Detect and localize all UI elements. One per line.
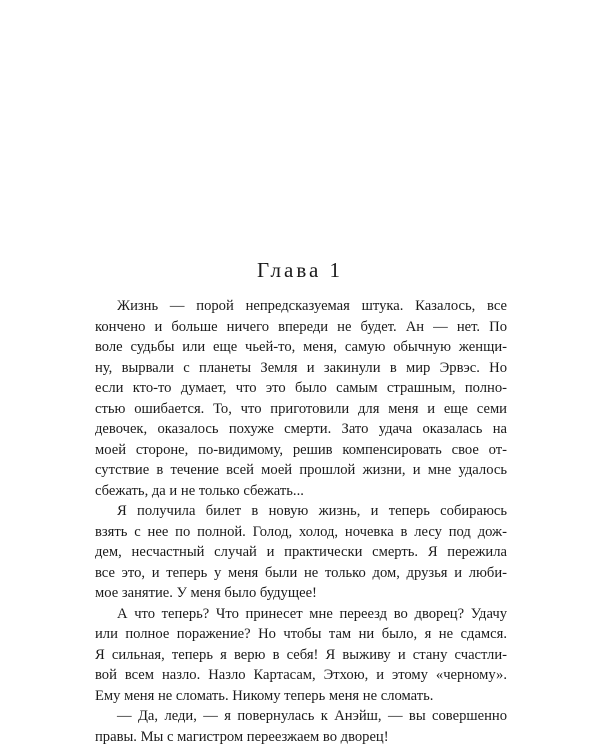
chapter-body [95,296,507,747]
text-line: ну, вырвали с планеты Земля и закинули в мир Эрвэс. Но [95,359,507,376]
text-line: девочек, оказалось похуже смерти. Зато удача оказалась на [95,421,507,437]
paragraph [95,501,507,604]
text-line: кончено и больше ничего впереди не будет. Ан — нет. По [95,318,507,335]
text-line: — Да, леди, — я повернулась к Анэйш, — вы совершенно [117,708,507,724]
text-line: сутствие в течение всей моей прошлой жизни, и мне удалось [95,462,507,478]
text-line: моей стороне, по-видимому, решив компенсировать свое от- [95,441,507,458]
text-line: Жизнь — порой непредсказуемая штука. Казалось, все [117,298,507,314]
text-line: правы. Мы с магистром переезжаем во дворец! [95,728,389,745]
text-line: мое занятие. У меня было будущее! [95,585,317,601]
text-line: Ему меня не сломать. Никому теперь меня не сломать. [95,687,434,704]
text-line: если кто-то думает, что это было самым страшным, полно- [95,380,507,396]
paragraph [95,296,507,501]
text-line: или полное поражение? Но чтобы там ни было, я не сдамся. [95,626,507,642]
text-line: вой всем назло. Назло Картасам, Этхою, и этому «черному». [95,667,507,683]
text-line: все это, и теперь у меня были не только дом, друзья и люби- [95,564,507,581]
text-line: взять с нее по полной. Голод, холод, ночевка в лесу под дож- [95,523,507,540]
text-line: Я сильная, теперь я верю в себя! Я выживу и стану счастли- [95,646,507,663]
text-line: сбежать, да и не только сбежать... [95,482,304,499]
text-line: дем, несчастный случай и практически смерть. Я пережила [95,544,507,560]
text-line: Я получила билет в новую жизнь, и теперь собираюсь [117,503,507,519]
text-line: воле судьбы или еще чьей-то, меня, самую обычную женщи- [95,339,507,355]
chapter-title: Глава 1 [256,258,344,282]
paragraph [95,604,507,707]
text-line: стью ошибается. То, что приготовили для меня и еще семи [95,400,507,417]
text-line: А что теперь? Что принесет мне переезд во дворец? Удачу [117,605,507,622]
paragraph [95,706,507,747]
